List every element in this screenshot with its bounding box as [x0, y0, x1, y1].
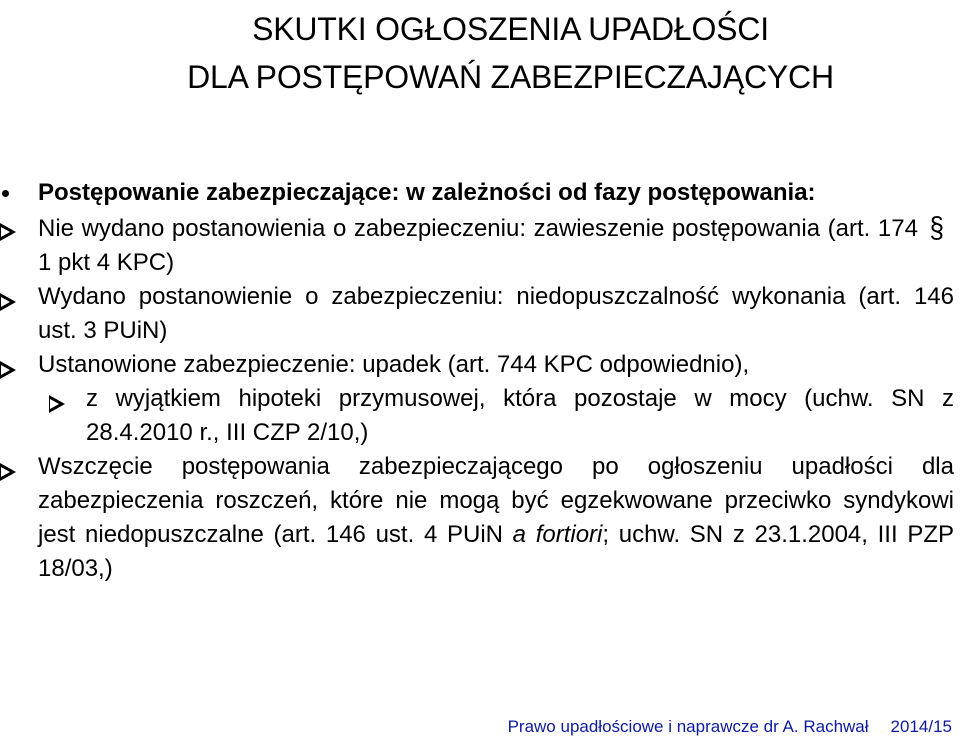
title-line-2: DLA POSTĘPOWAŃ ZABEZPIECZAJĄCYCH	[187, 59, 834, 95]
heading-text: Postępowanie zabezpieczające: w zależności od fazy postępowania:	[38, 179, 816, 206]
italic-phrase: a fortiori	[512, 521, 603, 548]
list-item-3-text: Ustanowione zabezpieczenie: upadek (art. 744 KPC odpowiednio),	[38, 351, 750, 378]
section-sign: §	[929, 209, 944, 245]
list-subitem-3-1-text: z wyjątkiem hipoteki przymusowej, która pozostaje w mocy (uchw. SN z 28.4.2010 r., III CZP 2/10,)	[86, 385, 954, 446]
list-item-3	[0, 348, 960, 382]
arrow-bullet-icon	[0, 450, 22, 484]
arrow-bullet-icon	[49, 382, 71, 416]
title-line-1: SKUTKI OGŁOSZENIA UPADŁOŚCI	[252, 11, 769, 47]
list-item-2-text: Wydano postanowienie o zabezpieczeniu: niedopuszczalność wykonania (art. 146 ust. 3 PUiN)	[38, 283, 954, 344]
heading-item	[0, 176, 960, 210]
slide-footer	[508, 709, 952, 745]
arrow-bullet-icon	[0, 210, 22, 244]
slide-content	[0, 176, 960, 586]
arrow-bullet-icon	[0, 280, 22, 314]
list-item-4-text: Wszczęcie postępowania zabezpieczającego po ogłoszeniu upadłości dla zabezpieczenia roszczeń, które nie mogą być egzekwowane przeciwko syndykowi jest niedopuszczalne (art. 146 ust. 4 PUiN a fortiori; uchw. SN z 23.1.2004, III PZP 18/03,)	[38, 453, 954, 582]
list-item-1-text: Nie wydano postanowienia o zabezpieczeniu: zawieszenie postępowania (art. 174 §1 pkt 4 KPC)	[38, 210, 954, 280]
slide-title	[0, 5, 960, 101]
list-item-2	[0, 280, 960, 348]
bullet-dot-icon	[0, 176, 22, 210]
list-subitem-3-1	[0, 382, 960, 450]
footer-text: Prawo upadłościowe i naprawcze dr A. Rachwał	[507, 717, 869, 736]
arrow-bullet-icon	[0, 348, 22, 382]
list-item-4	[0, 450, 960, 586]
footer-year: 2014/15	[890, 717, 952, 736]
list-item-1	[0, 210, 960, 280]
